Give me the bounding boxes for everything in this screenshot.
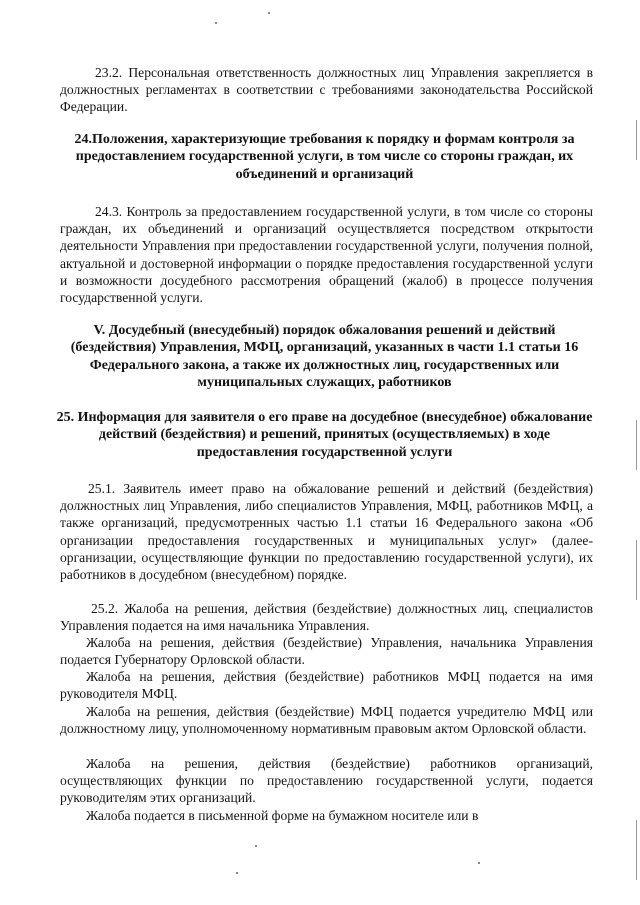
paragraph-complaint-mfc: Жалоба на решения, действия (бездействие) МФЦ подается учредителю МФЦ или должностному лицу, уполномоченному нормативным правовым актом Орловской области. (60, 704, 593, 737)
heading-section-25: 25. Информация для заявителя о его праве на досудебное (внесудебное) обжалование действий (бездействия) и решений, принятых (осуществляемых) в ходе предоставления государственной услуги (56, 410, 593, 460)
paragraph-complaint-mfc-staff: Жалоба на решения, действия (бездействие) работников МФЦ подается на имя руководителя МФЦ. (60, 669, 593, 702)
paragraph-25-1: 25.1. Заявитель имеет право на обжалование решений и действий (бездействия) должностных лиц Управления, либо специалистов Управления, МФЦ, работников МФЦ, а также организаций, предусмотренных частью 1.1 статьи 16 Федерального закона «Об организации предоставления государственных и муниципальных услуг» (далее-организации, осуществляющие функции по предоставлению государственной услуги), их работников в досудебном (внесудебном) порядке. (60, 481, 593, 583)
scan-edge-mark (636, 540, 637, 600)
paragraph-24-3: 24.3. Контроль за предоставлением государственной услуги, в том числе со стороны граждан, их объединений и организаций осуществляется посредством открытости деятельности Управления при предоставлении государственной услуги, получения полной, актуальной и достоверной информации о порядке предоставления государственной услуги и возможности досудебного рассмотрения обращений (жалоб) в процессе получения государственной услуги. (60, 204, 593, 306)
scan-edge-mark (636, 420, 637, 470)
paragraph-25-2: 25.2. Жалоба на решения, действия (бездействие) должностных лиц, специалистов Управления подается на имя начальника Управления. (60, 601, 593, 634)
heading-chapter-v: V. Досудебный (внесудебный) порядок обжалования решений и действий (бездействия) Управления, МФЦ, организаций, указанных в части 1.1 статьи 16 Федерального закона, а также их должностных лиц, государственных или муниципальных служащих, работников (70, 323, 579, 391)
scan-speck (215, 22, 217, 24)
paragraph-23-2: 23.2. Персональная ответственность должностных лиц Управления закрепляется в должностных регламентах в соответствии с требованиями законодательства Российской Федерации. (60, 65, 593, 115)
paragraph-complaint-form: Жалоба подается в письменной форме на бумажном носителе или в (86, 808, 479, 823)
heading-section-24: 24.Положения, характеризующие требования к порядку и формам контроля за предоставлением государственной услуги, в том числе со стороны граждан, их объединений и организаций (74, 132, 575, 182)
scan-speck (268, 12, 270, 14)
scan-edge-mark (636, 820, 637, 880)
scan-speck (478, 862, 480, 864)
paragraph-complaint-organizations: Жалоба на решения, действия (бездействие) работников организаций, осуществляющих функции по предоставлению государственной услуги, подается руководителям этих организаций. (60, 756, 593, 806)
scan-speck (255, 845, 257, 847)
scan-speck (236, 872, 238, 874)
scan-edge-mark (636, 120, 637, 160)
paragraph-complaint-governor: Жалоба на решения, действия (бездействие) Управления, начальника Управления подается Губернатору Орловской области. (60, 635, 593, 668)
